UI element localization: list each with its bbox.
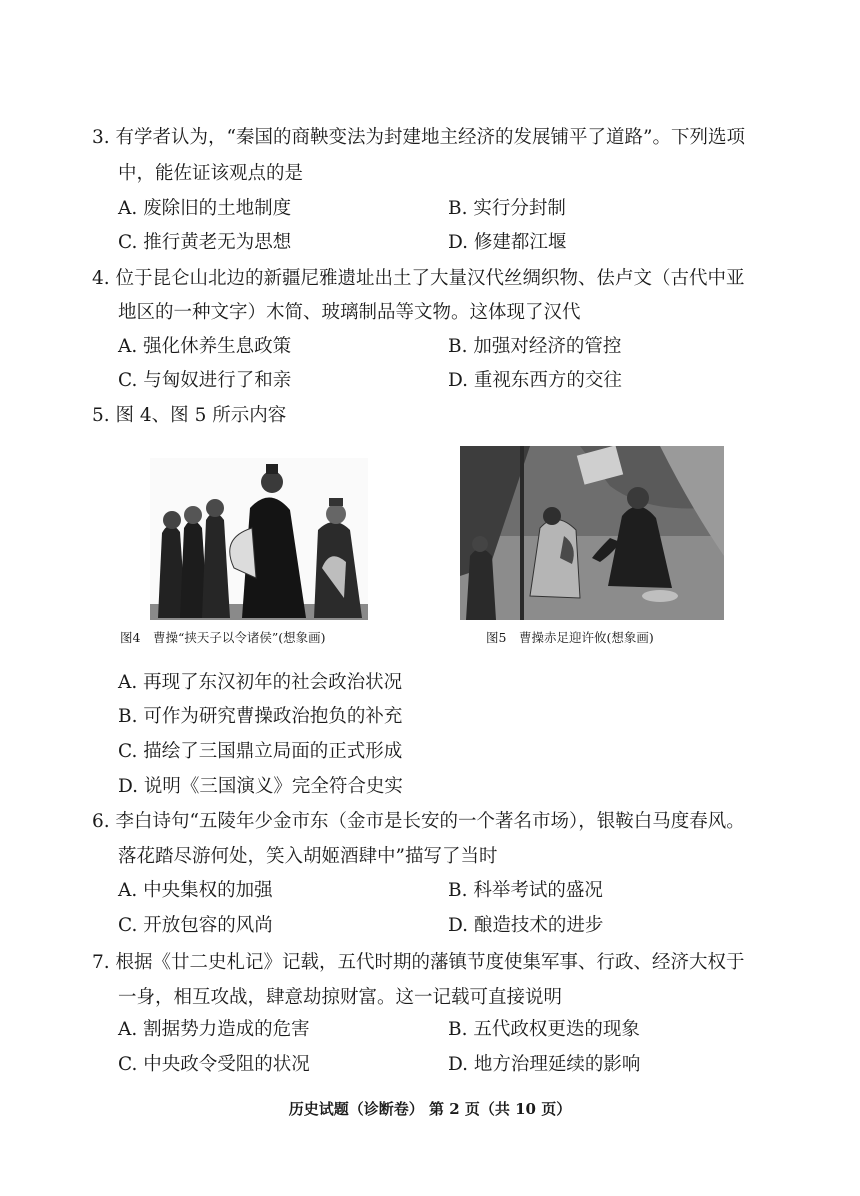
q7-option-c: C. 中央政令受阻的状况: [118, 1054, 310, 1075]
q3-stem-line2: 中，能佐证该观点的是: [118, 163, 304, 184]
q4-stem-line1: 4. 位于昆仑山北边的新疆尼雅遗址出土了大量汉代丝绸织物、佉卢文（古代中亚: [92, 268, 745, 289]
figure-5-caption: 图5 曹操赤足迎许攸(想象画): [486, 630, 654, 645]
figure-5-image: [460, 446, 724, 620]
q3-option-d: D. 修建都江堰: [448, 232, 567, 253]
page-footer: 历史试题（诊断卷） 第 2 页（共 10 页）: [288, 1100, 572, 1118]
q6-option-c: C. 开放包容的风尚: [118, 915, 273, 936]
q7-option-a: A. 割据势力造成的危害: [118, 1019, 310, 1040]
q6-option-b: B. 科举考试的盛况: [448, 880, 603, 901]
q3-stem-line1: 3. 有学者认为，“秦国的商鞅变法为封建地主经济的发展铺平了道路”。下列选项: [92, 127, 745, 148]
q5-option-d: D. 说明《三国演义》完全符合史实: [118, 776, 403, 797]
q4-option-a: A. 强化休养生息政策: [118, 336, 292, 357]
q4-option-b: B. 加强对经济的管控: [448, 336, 622, 357]
q7-stem-line1: 7. 根据《廿二史札记》记载，五代时期的藩镇节度使集军事、行政、经济大权于: [92, 952, 745, 973]
q5-option-b: B. 可作为研究曹操政治抱负的补充: [118, 706, 403, 727]
q7-option-d: D. 地方治理延续的影响: [448, 1054, 641, 1075]
q3-option-a: A. 废除旧的土地制度: [118, 198, 292, 219]
q4-option-c: C. 与匈奴进行了和亲: [118, 370, 292, 391]
figure-4-image: [150, 458, 368, 620]
q5-option-a: A. 再现了东汉初年的社会政治状况: [118, 672, 403, 693]
q3-option-c: C. 推行黄老无为思想: [118, 232, 292, 253]
q6-stem-line1: 6. 李白诗句“五陵年少金市东（金市是长安的一个著名市场），银鞍白马度春风。: [92, 811, 745, 832]
q6-option-d: D. 酿造技术的进步: [448, 915, 604, 936]
q3-option-b: B. 实行分封制: [448, 198, 566, 219]
q6-option-a: A. 中央集权的加强: [118, 880, 273, 901]
q4-option-d: D. 重视东西方的交往: [448, 370, 622, 391]
figure-4-caption: 图4 曹操“挟天子以令诸侯”(想象画): [120, 630, 326, 645]
q5-stem: 5. 图 4、图 5 所示内容: [92, 405, 287, 426]
q6-stem-line2: 落花踏尽游何处，笑入胡姬酒肆中”描写了当时: [118, 846, 498, 867]
q4-stem-line2: 地区的一种文字）木简、玻璃制品等文物。这体现了汉代: [118, 302, 581, 323]
q5-option-c: C. 描绘了三国鼎立局面的正式形成: [118, 741, 403, 762]
q7-stem-line2: 一身，相互攻战，肆意劫掠财富。这一记载可直接说明: [118, 987, 563, 1008]
q7-option-b: B. 五代政权更迭的现象: [448, 1019, 640, 1040]
